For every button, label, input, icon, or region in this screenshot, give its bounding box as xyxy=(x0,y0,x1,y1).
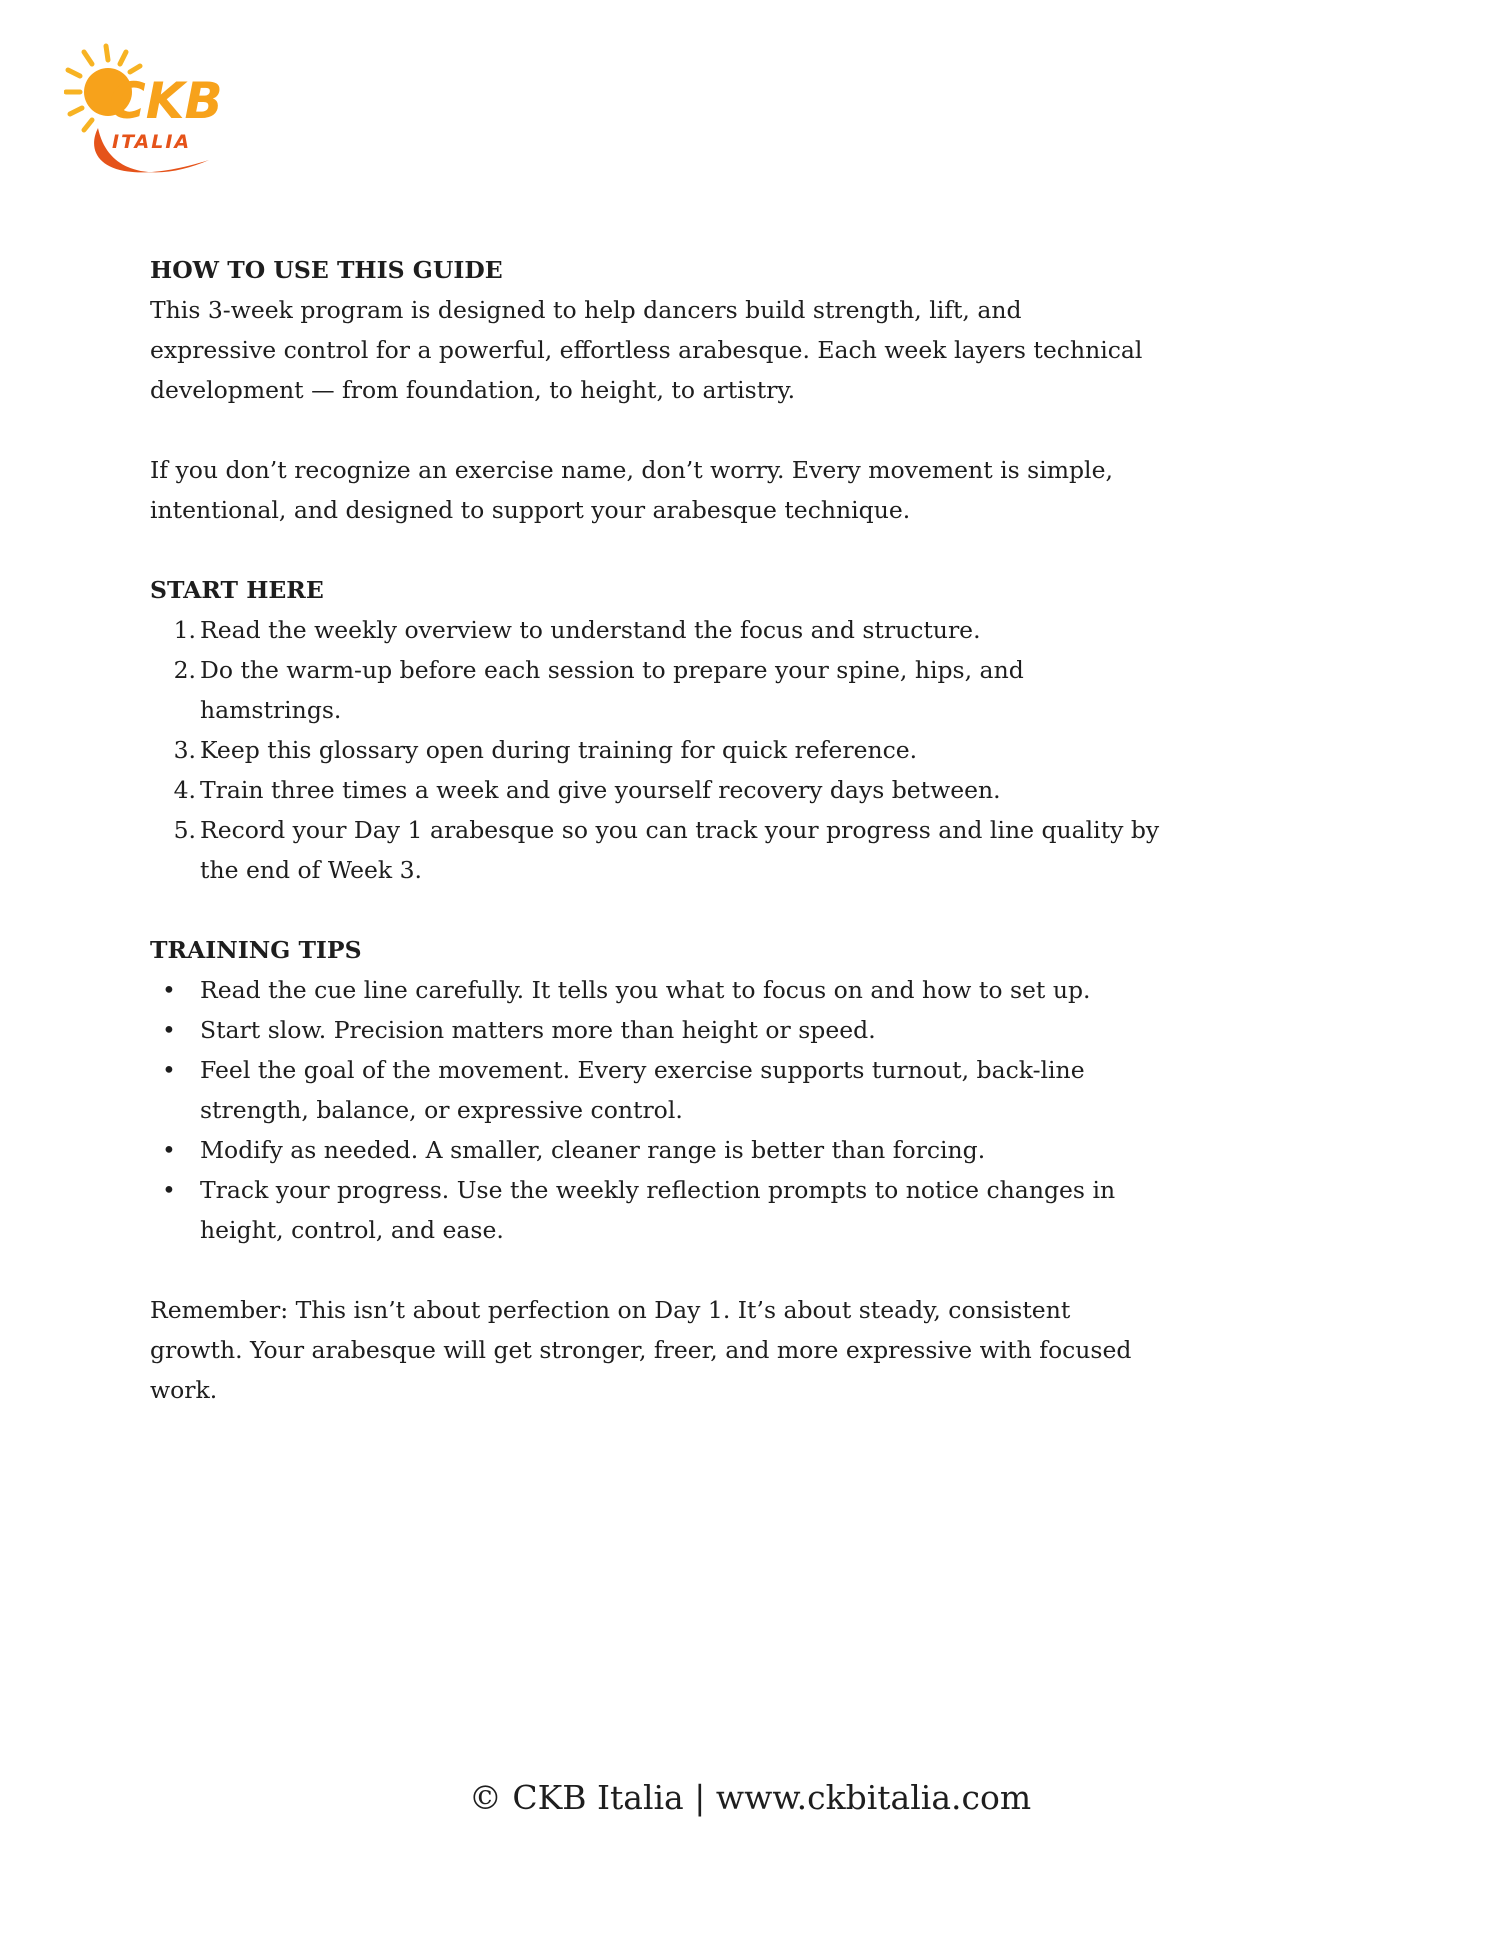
list-item-text: Start slow. Precision matters more than height or speed. xyxy=(200,1016,876,1044)
svg-text:ITALIA: ITALIA xyxy=(112,131,192,153)
list-item xyxy=(150,730,1380,770)
list-marker: 5. xyxy=(173,816,196,844)
list-item xyxy=(150,1130,1380,1170)
list-item-text: height, control, and ease. xyxy=(200,1216,504,1244)
text-line: development — from foundation, to height, to artistry. xyxy=(150,376,796,404)
list-item-text: strength, balance, or expressive control. xyxy=(200,1096,683,1124)
list-item-text: Keep this glossary open during training for quick reference. xyxy=(200,736,918,764)
list-item-text: Record your Day 1 arabesque so you can track your progress and line quality by xyxy=(200,816,1160,844)
reassurance-paragraph xyxy=(150,450,1380,530)
text-line: expressive control for a powerful, effortless arabesque. Each week layers technical xyxy=(150,336,1143,364)
svg-text:CKB: CKB xyxy=(109,72,223,130)
list-item-text: Read the weekly overview to understand the focus and structure. xyxy=(200,616,981,644)
list-item xyxy=(150,1010,1380,1050)
list-item xyxy=(150,610,1380,650)
list-item xyxy=(150,970,1380,1010)
text-line: growth. Your arabesque will get stronger, freer, and more expressive with focused xyxy=(150,1336,1132,1364)
list-marker: • xyxy=(162,1176,176,1204)
list-item-text: Modify as needed. A smaller, cleaner range is better than forcing. xyxy=(200,1136,986,1164)
footer-copyright: © CKB Italia | www.ckbitalia.com xyxy=(468,1778,1032,1817)
list-item-text: Train three times a week and give yourself recovery days between. xyxy=(200,776,1001,804)
list-item xyxy=(150,1170,1380,1250)
training-tips-list xyxy=(150,970,1380,1250)
training-tips-heading: TRAINING TIPS xyxy=(150,936,362,964)
text-line: This 3-week program is designed to help dancers build strength, lift, and xyxy=(150,296,1022,324)
start-here-list xyxy=(150,610,1380,890)
list-item-text: hamstrings. xyxy=(200,696,342,724)
list-item xyxy=(150,1050,1380,1130)
text-line: If you don’t recognize an exercise name, don’t worry. Every movement is simple, xyxy=(150,456,1113,484)
list-item xyxy=(150,810,1380,890)
list-item-text: the end of Week 3. xyxy=(200,856,423,884)
list-item-text: Feel the goal of the movement. Every exercise supports turnout, back-line xyxy=(200,1056,1085,1084)
text-line: Remember: This isn’t about perfection on Day 1. It’s about steady, consistent xyxy=(150,1296,1071,1324)
list-item-text: Do the warm-up before each session to prepare your spine, hips, and xyxy=(200,656,1024,684)
list-marker: • xyxy=(162,1056,176,1084)
list-marker: 1. xyxy=(173,616,196,644)
list-marker: 2. xyxy=(173,656,196,684)
list-item-text: Track your progress. Use the weekly reflection prompts to notice changes in xyxy=(200,1176,1116,1204)
list-marker: 4. xyxy=(173,776,196,804)
list-marker: • xyxy=(162,976,176,1004)
start-here-heading: START HERE xyxy=(150,576,324,604)
remember-paragraph xyxy=(150,1290,1380,1410)
guide-content xyxy=(150,250,1380,1450)
intro-paragraph xyxy=(150,290,1380,410)
list-item xyxy=(150,770,1380,810)
list-marker: • xyxy=(162,1136,176,1164)
text-line: work. xyxy=(150,1376,218,1404)
list-item-text: Read the cue line carefully. It tells you what to focus on and how to set up. xyxy=(200,976,1091,1004)
list-marker: • xyxy=(162,1016,176,1044)
ckb-italia-logo xyxy=(64,40,234,185)
text-line: intentional, and designed to support your arabesque technique. xyxy=(150,496,911,524)
list-item xyxy=(150,650,1380,730)
list-marker: 3. xyxy=(173,736,196,764)
how-to-use-heading: HOW TO USE THIS GUIDE xyxy=(150,256,503,284)
